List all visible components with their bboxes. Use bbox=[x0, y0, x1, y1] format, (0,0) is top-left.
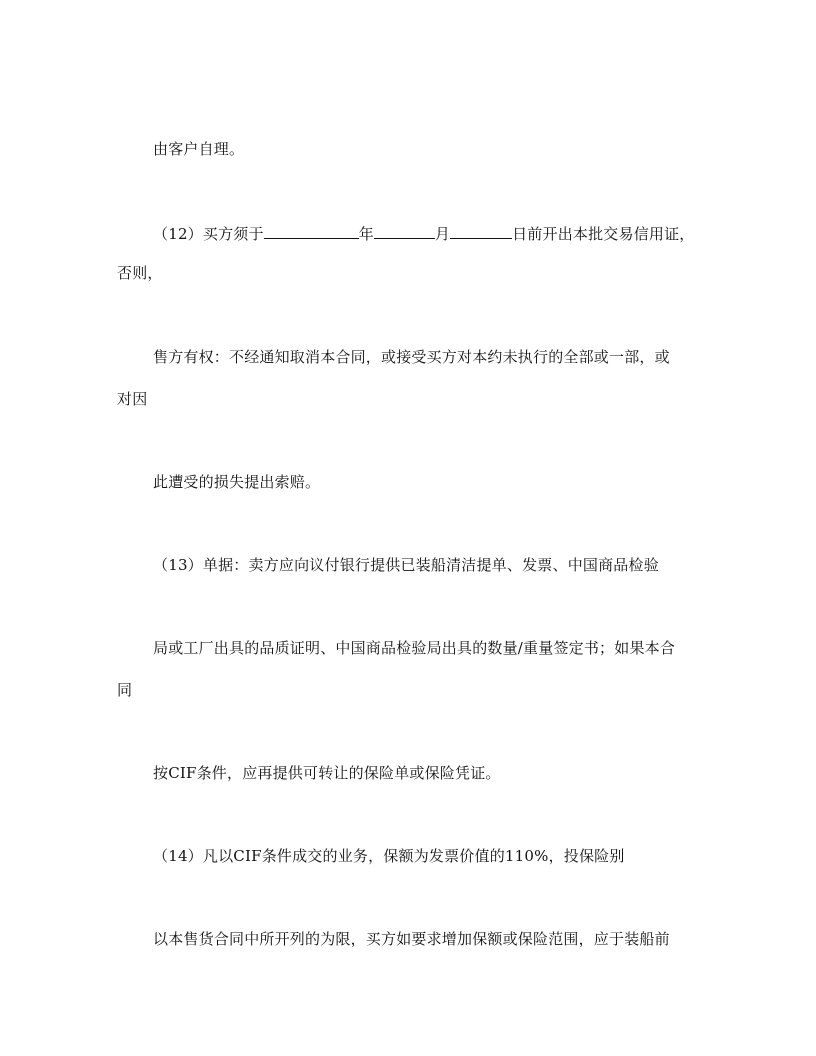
paragraph-text: 按CIF条件，应再提供可转让的保险单或保险凭证。 bbox=[153, 764, 501, 782]
clause-13-line-4 bbox=[153, 766, 501, 781]
paragraph-customer-handles bbox=[153, 142, 244, 157]
seller-rights-line-1 bbox=[153, 350, 670, 365]
paragraph-text: 同 bbox=[117, 681, 133, 699]
clause-13-line-2 bbox=[153, 641, 675, 656]
paragraph-text: 以本售货合同中所开列的为限，买方如要求增加保额或保险范围，应于装船前 bbox=[153, 930, 670, 948]
clause-12-suffix: 日前开出本批交易信用证， bbox=[512, 225, 695, 243]
clause-12-prefix: （12）买方须于 bbox=[153, 225, 264, 243]
month-label: 月 bbox=[434, 225, 451, 243]
claim-paragraph bbox=[153, 475, 320, 490]
paragraph-text: （13）单据：卖方应向议付银行提供已装船清洁提单、发票、中国商品检验 bbox=[153, 556, 659, 574]
day-blank bbox=[450, 224, 512, 239]
clause-14-line-1 bbox=[153, 849, 625, 864]
paragraph-text: 售方有权：不经通知取消本合同，或接受买方对本约未执行的全部或一部，或 bbox=[153, 348, 670, 366]
year-blank bbox=[264, 224, 359, 239]
paragraph-text: 由客户自理。 bbox=[153, 140, 245, 158]
clause-12-line-2 bbox=[117, 266, 163, 281]
paragraph-text: 否则， bbox=[117, 264, 163, 282]
year-label: 年 bbox=[358, 225, 374, 243]
paragraph-text: 局或工厂出具的品质证明、中国商品检验局出具的数量/重量签定书；如果本合 bbox=[153, 639, 676, 657]
clause-13-line-1 bbox=[153, 558, 659, 573]
clause-13-line-3 bbox=[117, 683, 132, 698]
paragraph-text: 此遭受的损失提出索赔。 bbox=[153, 473, 321, 491]
paragraph-text: 对因 bbox=[117, 390, 148, 408]
month-blank bbox=[374, 224, 435, 239]
paragraph-text: （14）凡以CIF条件成交的业务，保额为发票价值的110%，投保险别 bbox=[153, 847, 625, 865]
clause-14-line-2 bbox=[153, 932, 670, 947]
seller-rights-line-2 bbox=[117, 392, 147, 407]
clause-12-line-1 bbox=[153, 224, 695, 242]
